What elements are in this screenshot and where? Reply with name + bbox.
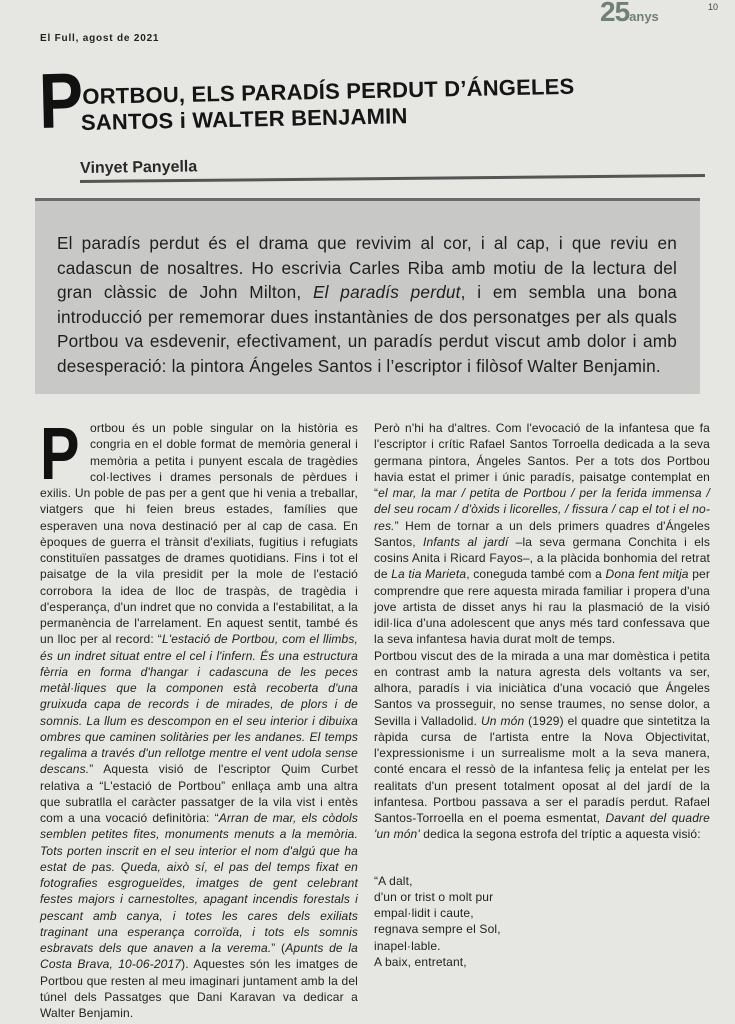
title-line-2: SANTOS i WALTER BENJAMIN <box>80 103 408 136</box>
italic-text-run: Apunts de la Costa Brava, 10-06-2017 <box>40 941 359 972</box>
italic-text-run: Dona fent mitja <box>605 567 689 582</box>
intro-text <box>57 231 677 379</box>
text-run: , i em sembla una bona introducció per rememorar dues instantànies de dos personatges per als quals Portbou va esdevenir, efectivament, un paradís perdut viscut amb dolor i amb desesperació: la pintora Ángeles Santos i l’escriptor i filòsof Walter Benjamin. <box>57 282 677 376</box>
page-number: 10 <box>708 2 719 12</box>
italic-text-run: Infants al jardí <box>423 534 509 549</box>
italic-text-run: Davant del quadre 'un món' <box>374 811 710 842</box>
poem-line: d'un or trist o molt pur <box>374 889 494 904</box>
drop-cap: P <box>40 412 80 495</box>
text-run: El paradís perdut és el drama que revivim al cor, i al cap, i que reviu en cadascun de nosaltres. Ho escrivia Carles Riba amb motiu de la lectura del gran clàssic de John Milton, <box>57 233 677 303</box>
text-run: Portbou viscut des de la mirada a una mar domèstica i petita en contrast amb la natura agresta dels voltants va ser, alhora, paradís i via iniciàtica d'una vocació que Ángeles Santos va prosseguir, no sense traumes, no sense dolor, a Sevilla i Valladolid. <box>374 648 710 728</box>
poem-line: “A dalt, <box>374 873 413 888</box>
text-run: Però n'hi ha d'altres. Com l'evocació de la infantesa que fa l'escriptor i crític Rafael Santos Torroella dedicada a la seva germana pintora, Ángeles Santos. Per a tots dos Portbou havia estat el primer i únic paradís, paisatge contemplat en “ <box>374 421 710 500</box>
text-run: ” Hem de tornar a un dels primers quadres d'Ángeles Santos, <box>374 518 710 549</box>
title-line-1: ORTBOU, ELS PARADÍS PERDUT D’ÁNGELES <box>82 73 575 109</box>
author-name: Vinyet Panyella <box>80 158 198 177</box>
left-column <box>40 412 359 1021</box>
title-initial: P <box>37 55 85 145</box>
text-run: ). Aquestes són les imatges de Portbou que resten al meu imaginari juntament amb la del túnel dels Passatges que Dani Karavan va dedicar a Walter Benjamin. <box>40 957 358 1020</box>
italic-text-run: La tia Marieta <box>391 567 467 582</box>
left-paragraph <box>40 412 359 1021</box>
right-paragraph-2 <box>374 648 710 843</box>
poem-line: inapel·lable. <box>374 938 441 953</box>
text-run: ” ( <box>271 941 286 955</box>
right-paragraph-1 <box>374 420 710 648</box>
text-run: –la seva germana Conchita i els cosins Anita i Ricard Fayos–, a la plàcida bonhomia del retrat de <box>374 534 710 582</box>
italic-text-run: El paradís perdut <box>312 282 461 303</box>
anniversary-number: 25 <box>600 0 630 27</box>
text-run: ” Aquesta visió de l'escriptor Quim Curbet relativa a “L'estació de Portbou” enllaça amb una altra que subratlla el caràcter passatger de la vila vist i entès com a una vocació definitòria: “ <box>40 762 358 825</box>
italic-text-run: L'estació de Portbou, com el llimbs, és un indret situat entre el cel i l'infern. És una estructura fèrria en forma d'hangar i cadascuna de les peces metàl·liques que la componen està recoberta d'una gruixuda capa de records i de mirades, de plors i de somnis. La llum es descompon en el seu interior i dibuixa ombres que caminen solitàries per les andanes. El temps regalima a través d'un rellotge mentre el vent udola sense descans. <box>40 632 358 777</box>
text-run: (1929) el quadre que sintetitza la ràpida cursa de l'artista entre la Nova Objectivitat, l'expressionisme i un surrealisme molt a la seva manera, conté encara el ressò de la infantesa feliç ja entelat per les realitats d'un present totalment oposat al del jardí de la infantesa. Portbou passava a ser el paradís perdut. Rafael Santos-Torroella en el poema esmentat, <box>374 713 710 825</box>
poem-quote <box>374 873 710 971</box>
right-column <box>374 420 710 970</box>
intro-box <box>35 198 700 394</box>
anniversary-word: anys <box>629 9 659 24</box>
left-paragraph-text <box>40 412 359 1020</box>
italic-text-run: Arran de mar, els còdols semblen petites fites, monuments menuts a la memòria. Tots porten inscrit en el seu interior el nom d'algú que ha estat de pas. Queda, això sí, el pas del temps fixat en fotografies esgrogueïdes, imatges de gent celebrant festes majors i carnestoltes, apagant incendis forestals i pescant amb canya, i totes les cares dels exiliats traginant una esperança corroïda, i tots els somnis esbravats dels que anaven a la verema. <box>40 811 358 955</box>
text-run: dedica la segona estrofa del tríptic a aquesta visió: <box>419 827 701 842</box>
poem-line: A baix, entretant, <box>374 954 467 969</box>
article-title <box>82 68 575 138</box>
text-run: per comprendre que rere aquesta mirada familiar i propera d'una jove artista de disset anys hi rau la plasmació de la visió idil·lica d'una adolescent que anys més tard confessava que la seva infantesa havia durat molt de temps. <box>374 567 710 647</box>
anniversary-logo <box>600 0 659 28</box>
italic-text-run: Un món <box>480 713 525 728</box>
italic-text-run: el mar, la mar / petita de Portbou / per la ferida immensa / del seu rocam / d'òxids i licorelles, / fissura / cap el tot i el no-res. <box>374 486 710 533</box>
poem-line: regnava sempre el Sol, <box>374 922 501 937</box>
text-run: , coneguda també com a <box>466 567 606 582</box>
text-run: ortbou és un poble singular on la història es congria en el doble format de memòria general i memòria a petita i punyent escala de tragèdies col·lectives i drames personals de pèrdues i exilis. Un poble de pas per a gent que hi venia a treballar, viatgers que hi feien breus estades, famílies que esperaven una nova destinació per al cap de casa. En èpoques de guerra el trànsit d'exiliats, fugitius i refugiats constituïen passatges de drames quotidians. Fins i tot el paisatge de la vila presidit per la mole de l'estació corrobora la idea de lloc de traspàs, de tragèdia i d'esperança, d'un indret que no convida a l'estabilitat, a la permanència de l'arrelament. En aquest sentit, també és un lloc per al record: “ <box>40 421 358 647</box>
issue-date: El Full, agost de 2021 <box>40 33 160 44</box>
poem-line: empal·lidit i caute, <box>374 906 474 920</box>
